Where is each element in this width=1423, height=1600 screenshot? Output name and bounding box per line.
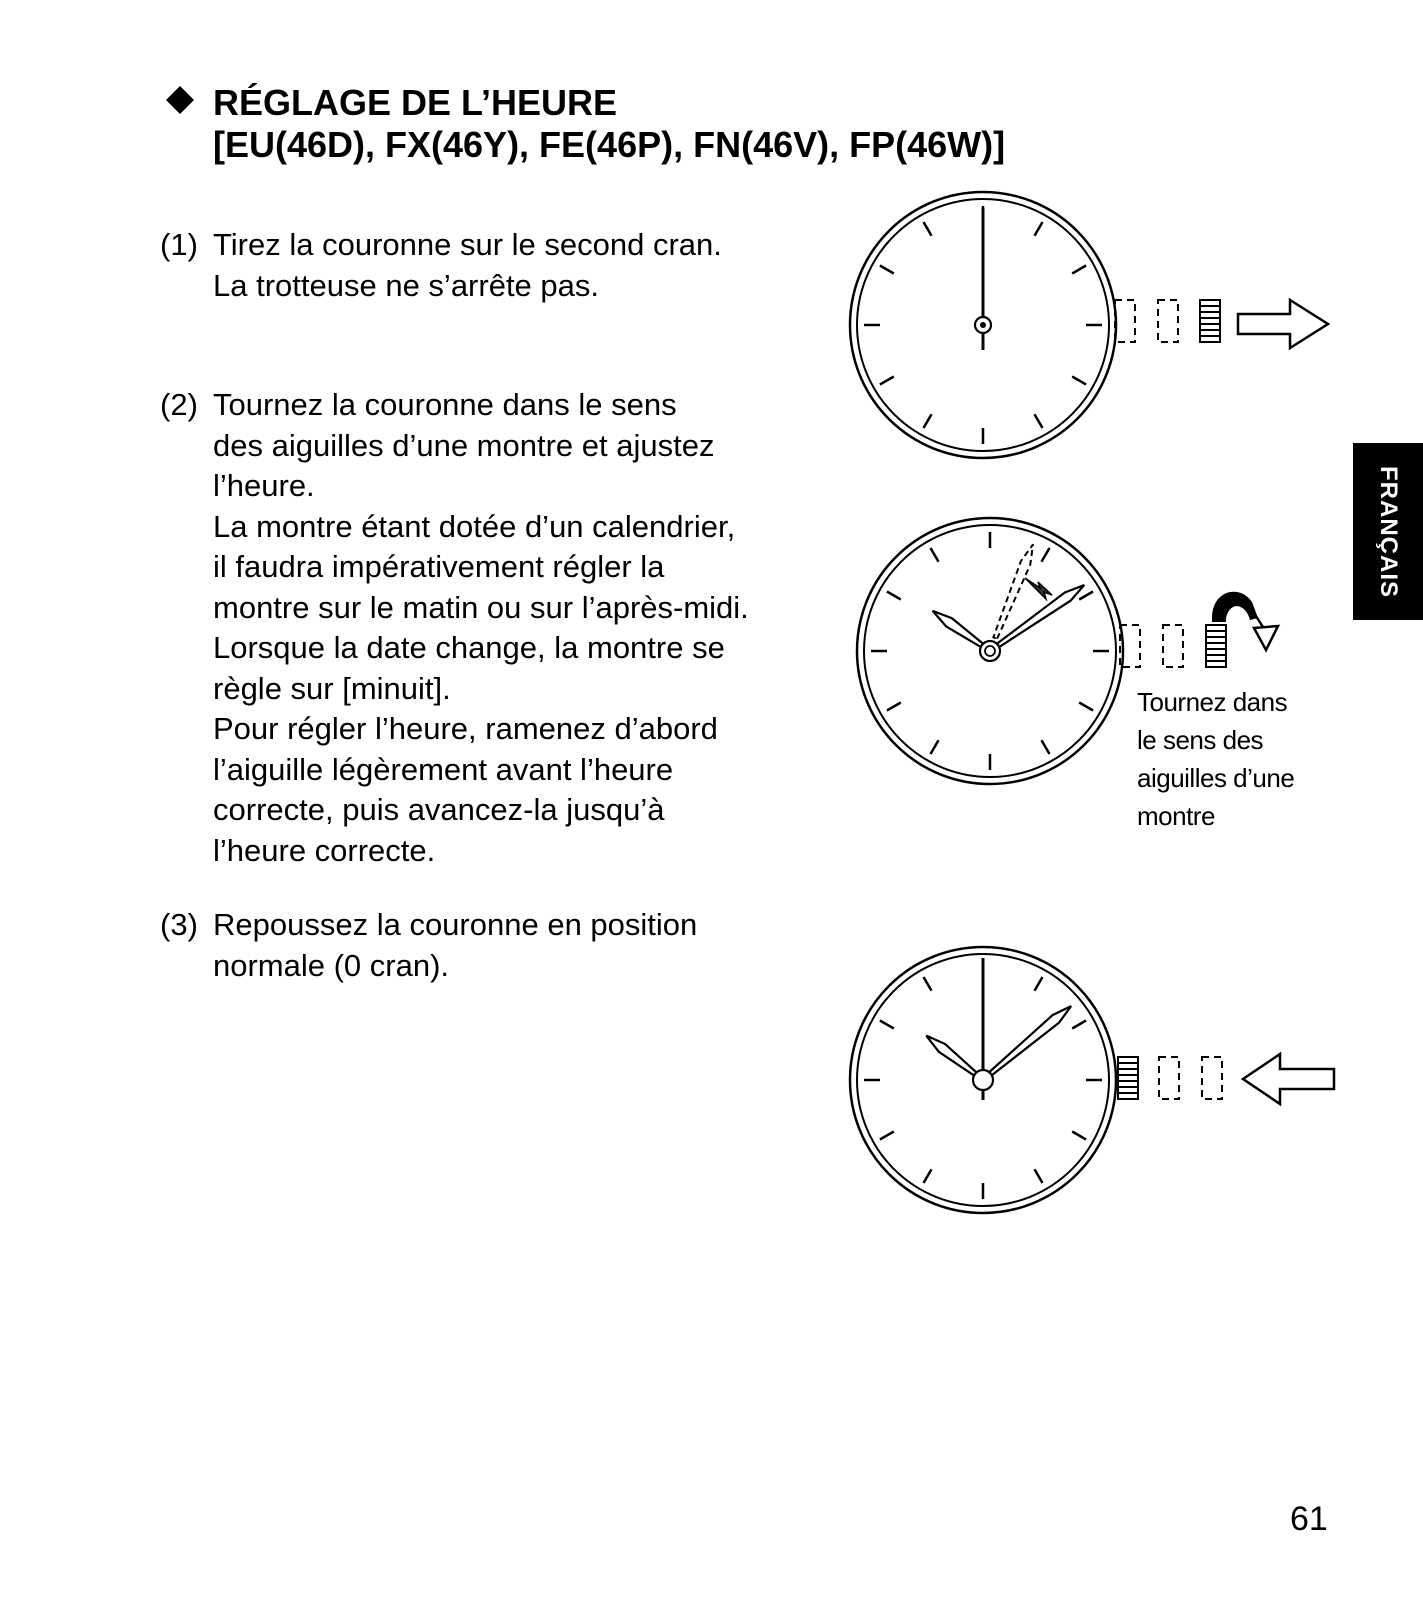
- hour-marker: [880, 1132, 894, 1140]
- caption-line: le sens des: [1137, 725, 1264, 755]
- hour-marker: [880, 377, 894, 385]
- step-line: l’heure correcte.: [213, 832, 436, 868]
- pull-arrow-icon: [1238, 300, 1328, 348]
- crown-position-0-icon: [1115, 300, 1135, 342]
- hour-marker: [1035, 222, 1043, 236]
- hour-marker: [880, 266, 894, 274]
- hour-marker: [1072, 1132, 1086, 1140]
- step-line: montre sur le matin ou sur l’après-midi.: [213, 589, 749, 625]
- hour-marker: [931, 740, 939, 754]
- hour-marker: [1072, 1021, 1086, 1029]
- step-line: normale (0 cran).: [213, 947, 450, 983]
- hour-marker: [924, 222, 932, 236]
- hour-hand: [933, 611, 983, 647]
- language-tab-label: FRANÇAIS: [1375, 465, 1402, 598]
- crown-position-1-icon: [1163, 625, 1183, 667]
- hour-marker: [1042, 548, 1050, 562]
- step-line: l’aiguille légèrement avant l’heure: [213, 751, 674, 787]
- step-line: La trotteuse ne s’arrête pas.: [213, 267, 600, 303]
- step-number: (2): [160, 387, 198, 422]
- hour-marker: [1035, 1169, 1043, 1183]
- crown-position-1-icon: [1158, 300, 1178, 342]
- heading-models: [EU(46D), FX(46Y), FE(46P), FN(46V), FP(46W)]: [213, 124, 1006, 165]
- center-pin-dot: [980, 322, 986, 328]
- step-line: Pour régler l’heure, ramenez d’abord: [213, 711, 718, 746]
- hour-marker: [1072, 266, 1086, 274]
- step-line: l’heure.: [213, 468, 315, 503]
- hour-marker: [924, 977, 932, 991]
- hour-marker: [924, 414, 932, 428]
- hour-marker: [1079, 703, 1093, 711]
- crown-icon: [1200, 300, 1220, 342]
- caption-line: montre: [1137, 801, 1215, 831]
- hour-marker: [1072, 377, 1086, 385]
- hour-marker: [1035, 977, 1043, 991]
- step-line: Repoussez la couronne en position: [213, 907, 698, 942]
- center-pin: [973, 1070, 993, 1090]
- hour-hand: [926, 1036, 976, 1076]
- caption-line: aiguilles d’une: [1137, 763, 1295, 793]
- step-line: correcte, puis avancez-la jusqu’à: [213, 792, 665, 827]
- step-line: il faudra impérativement régler la: [213, 549, 665, 584]
- crown-pulled-diagram: [1115, 300, 1328, 348]
- caption-line: Tournez dans: [1137, 687, 1288, 717]
- heading-title: RÉGLAGE DE L’HEURE: [213, 82, 618, 123]
- crown-icon: [1118, 1057, 1138, 1099]
- hour-marker: [1035, 414, 1043, 428]
- step-line: règle sur [minuit].: [213, 670, 451, 706]
- hour-marker: [924, 1169, 932, 1183]
- center-pin-inner: [985, 646, 995, 656]
- push-arrow-icon: [1243, 1054, 1334, 1104]
- page-number: 61: [1290, 1500, 1328, 1538]
- step-number: (1): [160, 227, 198, 262]
- adjust-direction-arrow-icon: [1025, 578, 1052, 599]
- minute-hand: [989, 1006, 1071, 1075]
- step-number: (3): [160, 907, 198, 942]
- step-line: La montre étant dotée d’un calendrier,: [213, 508, 736, 544]
- hour-marker: [1042, 740, 1050, 754]
- hour-marker: [887, 592, 901, 600]
- crown-turn-diagram: [1120, 592, 1278, 667]
- step-line: Tirez la couronne sur le second cran.: [213, 227, 722, 262]
- hour-marker: [880, 1021, 894, 1029]
- hour-marker: [887, 703, 901, 711]
- hour-marker: [1079, 592, 1093, 600]
- watch-dial-step-2: [857, 518, 1123, 784]
- step-line: Lorsque la date change, la montre se: [213, 630, 725, 665]
- crown-position-1-icon: [1159, 1057, 1179, 1099]
- hour-marker: [931, 548, 939, 562]
- crown-pushed-diagram: [1118, 1054, 1334, 1104]
- step-line: Tournez la couronne dans le sens: [213, 387, 677, 422]
- crown-icon: [1206, 625, 1226, 667]
- crown-position-2-icon: [1202, 1057, 1222, 1099]
- watch-dial-step-3: [850, 947, 1116, 1213]
- step-line: des aiguilles d’une montre et ajustez: [213, 427, 715, 463]
- watch-dial-step-1: [850, 192, 1116, 458]
